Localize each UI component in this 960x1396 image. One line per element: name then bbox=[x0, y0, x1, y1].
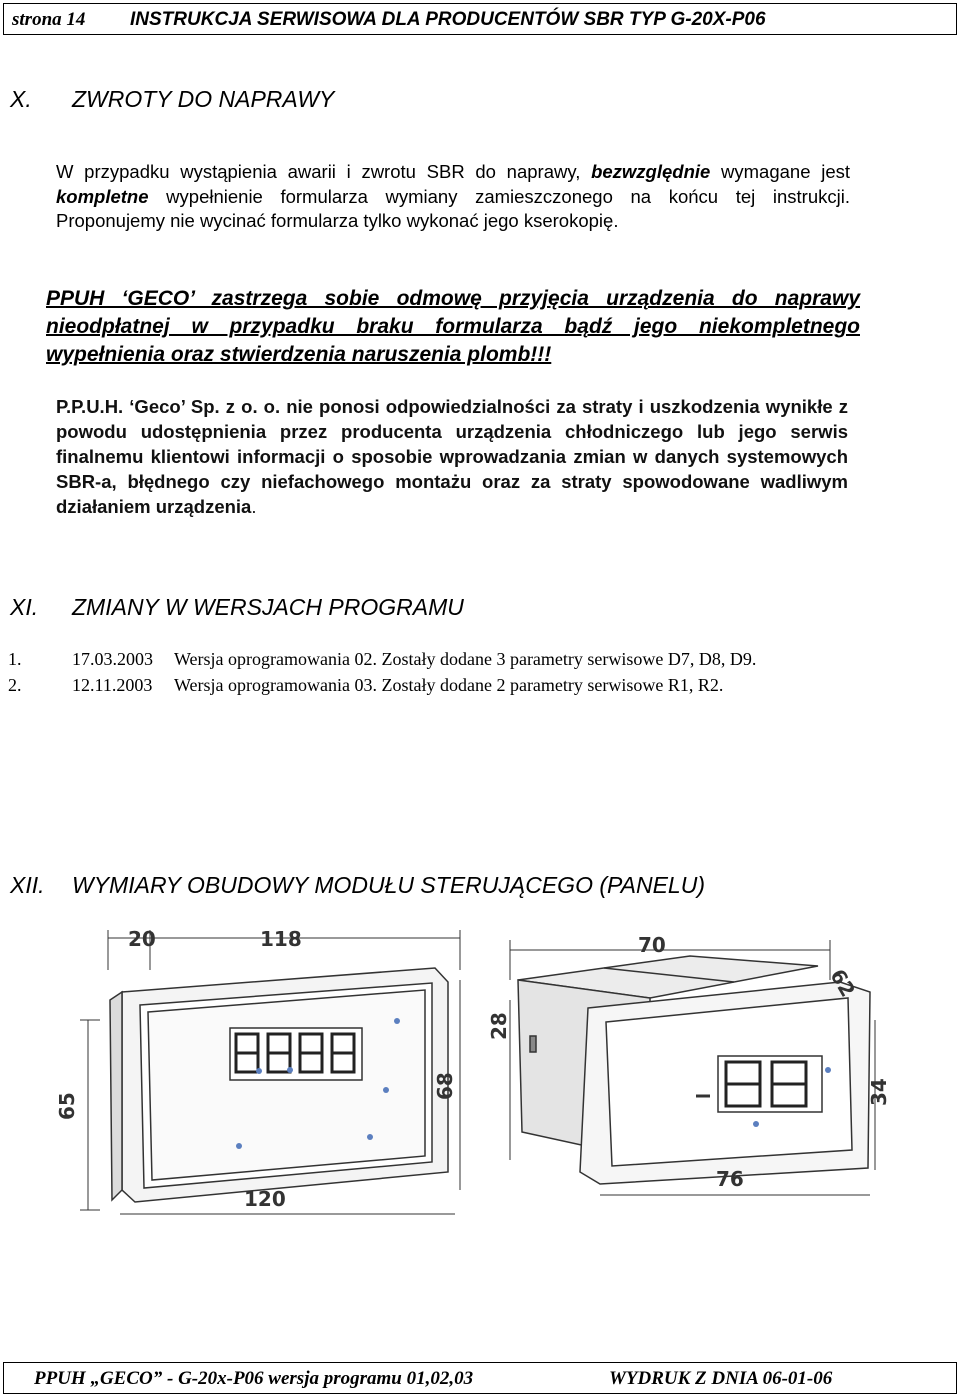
section-title: ZWROTY DO NAPRAWY bbox=[72, 86, 335, 112]
change-date: 12.11.2003 bbox=[72, 675, 153, 695]
page-footer bbox=[3, 1362, 957, 1394]
returns-paragraph bbox=[56, 160, 850, 234]
change-description: Wersja oprogramowania 03. Zostały dodane 2 parametry serwisowe R1, R2. bbox=[174, 675, 724, 695]
footer-left-text: PPUH „GECO” - G-20x-P06 wersja programu 01,02,03 bbox=[34, 1368, 474, 1389]
page-number: strona 14 bbox=[12, 9, 86, 30]
change-index: 1. bbox=[8, 649, 22, 669]
dim-label: 76 bbox=[716, 1167, 744, 1191]
disclaimer-tail: . bbox=[251, 496, 257, 517]
text-run: wypełnienie formularza wymiany zamieszczonego na końcu tej instrukcji. Proponujemy nie wycinać formularza tylko wykonać jego kserokopię. bbox=[56, 185, 850, 231]
emphasis-text: bezwzględnie bbox=[591, 161, 711, 182]
front-view bbox=[80, 930, 460, 1214]
panel-dimension-drawing bbox=[40, 910, 920, 1230]
dim-label: 20 bbox=[128, 927, 156, 951]
section-number: XI. bbox=[10, 594, 39, 620]
document-title: INSTRUKCJA SERWISOWA DLA PRODUCENTÓW SBR TYP G-20X-P06 bbox=[130, 9, 766, 30]
dim-label: 118 bbox=[260, 927, 302, 951]
change-date: 17.03.2003 bbox=[72, 649, 153, 669]
disclaimer-paragraph bbox=[56, 394, 848, 519]
change-index: 2. bbox=[8, 675, 22, 695]
warning-paragraph: PPUH ‘GECO’ zastrzega sobie odmowę przyjęcia urządzenia do naprawy nieodpłatnej w przypadku braku formularza bądź jego niekompletnego wypełnienia oraz stwierdzenia naruszenia plomb!!! bbox=[46, 287, 860, 366]
dim-label: 65 bbox=[55, 1092, 79, 1120]
footer-right-text: WYDRUK Z DNIA 06-01-06 bbox=[609, 1368, 833, 1389]
dim-label: 120 bbox=[244, 1187, 286, 1211]
dim-label: 34 bbox=[867, 1078, 891, 1106]
side-view bbox=[510, 940, 875, 1195]
disclaimer-text: P.P.U.H. ‘Geco’ Sp. z o. o. nie ponosi odpowiedzialności za straty i uszkodzenia wynikłe z powodu udostępnienia przez producenta urządzenia chłodniczego lub jego serwis finalnemu klientowi informacji o sposobie wprowadzania zmian w danych systemowych SBR-a, błędnego czy niefachowego montażu oraz za straty spowodowane wadliwym działaniem urządzenia bbox=[56, 396, 848, 517]
page-header bbox=[3, 3, 957, 35]
dim-label: 28 bbox=[487, 1012, 511, 1040]
text-run: W przypadku wystąpienia awarii i zwrotu SBR do naprawy, bbox=[56, 161, 592, 182]
emphasis-text: kompletne bbox=[56, 185, 149, 207]
section-number: X. bbox=[10, 86, 32, 112]
section-number: XII. bbox=[10, 872, 45, 898]
dim-label: 62 bbox=[825, 964, 861, 1001]
text-run: wymagane jest bbox=[710, 161, 850, 182]
dim-label: 70 bbox=[638, 933, 666, 957]
section-title: WYMIARY OBUDOWY MODUŁU STERUJĄCEGO (PANELU) bbox=[72, 872, 705, 898]
dim-label: 68 bbox=[433, 1072, 457, 1100]
section-title: ZMIANY W WERSJACH PROGRAMU bbox=[72, 594, 464, 620]
change-description: Wersja oprogramowania 02. Zostały dodane 3 parametry serwisowe D7, D8, D9. bbox=[174, 649, 757, 669]
